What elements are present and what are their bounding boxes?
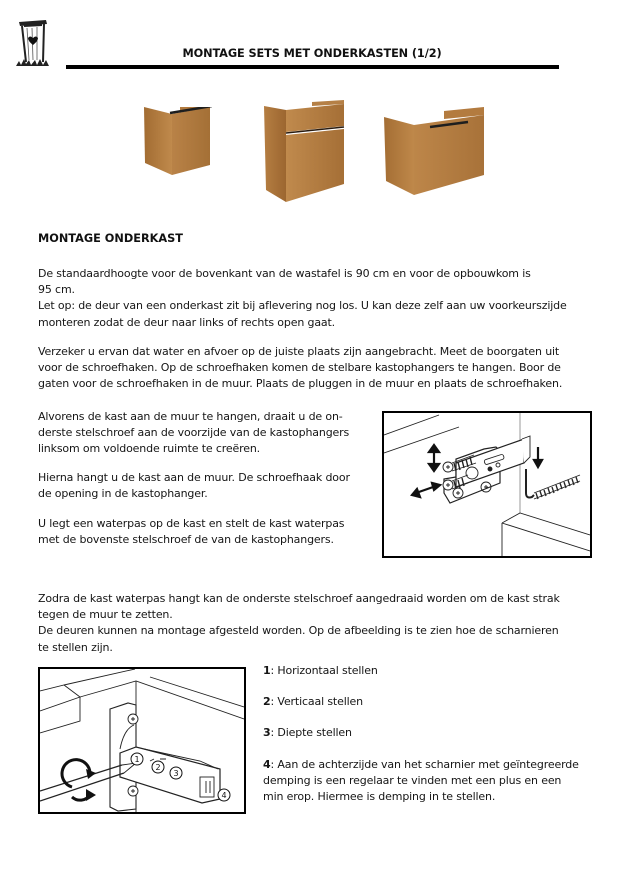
legend-item-horizontal: 1: Horizontaal stellen [263, 664, 378, 677]
text-line: voor de schroefhaken. Op de schroefhaken komen de stelbare kastophangers te hangen. Boor de [38, 361, 561, 375]
text-line: tegen de muur te zetten. [38, 608, 173, 622]
text-line: De deuren kunnen na montage afgesteld worden. Op de afbeelding is te zien hoe de scharnieren [38, 624, 559, 638]
small-cabinet-image [142, 107, 212, 187]
hinge-marker-label: 2 [155, 763, 161, 772]
paragraph-level [38, 516, 368, 548]
text-line: derste stelschroef aan de voorzijde van de kastophangers [38, 426, 350, 440]
hinge-marker-label: 3 [173, 769, 179, 778]
header-rule [66, 65, 559, 69]
product-images [0, 95, 636, 207]
legend-number: 1 [263, 664, 271, 677]
paragraph-tighten-and-adjust [38, 591, 598, 656]
text-line: Verzeker u ervan dat water en afvoer op de juiste plaats zijn aangebracht. Meet de boorgaten uit [38, 345, 560, 358]
legend-text: Horizontaal stellen [277, 664, 378, 677]
text-line: te stellen zijn. [38, 640, 113, 654]
text-line: Hierna hangt u de kast aan de muur. De schroefhaak door [38, 471, 350, 484]
hinge-marker-label: 4 [221, 791, 227, 800]
legend-item-depth: 3: Diepte stellen [263, 726, 352, 740]
legend-text: Diepte stellen [277, 726, 352, 740]
text-line: Zodra de kast waterpas hangt kan de onderste stelschroef aangedraaid worden om de kast strak [38, 592, 560, 605]
text-line: Let op: de deur van een onderkast zit bij aflevering nog los. U kan deze zelf aan uw voorkeurszijde [38, 299, 567, 313]
hinge-legend [263, 663, 613, 820]
legend-text: demping is een regelaar te vinden met een plus en een [263, 773, 562, 787]
page-title: MONTAGE SETS MET ONDERKASTEN (1/2) [182, 47, 442, 60]
paragraph-hang-cabinet [38, 470, 368, 502]
paragraph-before-hanging [38, 409, 368, 458]
paragraph-standard-height [38, 266, 598, 331]
text-line: met de bovenste stelschroef de van de kastophangers. [38, 533, 334, 547]
legend-number: 3 [263, 726, 271, 740]
text-line: de opening in de kastophanger. [38, 487, 208, 501]
wide-cabinet-image [382, 105, 486, 197]
legend-number: 4 [263, 757, 271, 771]
legend-item-vertical: 2: Verticaal stellen [263, 695, 363, 709]
legend-number: 2 [263, 695, 271, 709]
text-line: monteren zodat de deur naar links of rechts open gaat. [38, 315, 336, 329]
paragraph-drilling [38, 344, 598, 393]
section-title: MONTAGE ONDERKAST [38, 232, 183, 245]
legend-text: Verticaal stellen [277, 695, 363, 709]
cabinet-hanger-diagram [382, 411, 592, 558]
text-line: Alvorens de kast aan de muur te hangen, draait u de on- [38, 410, 343, 423]
legend-item-damping: 4: Aan de achterzijde van het scharnier met geïntegreerde demping is een regelaar te vinden met een plus en een min erop. Hiermee is demping in te stellen. [263, 757, 613, 806]
hinge-adjustment-diagram [38, 667, 246, 814]
text-line: De standaardhoogte voor de bovenkant van de wastafel is 90 cm en voor de opbouwkom is [38, 267, 531, 280]
text-line: linksom om voldoende ruimte te creëren. [38, 442, 261, 456]
text-line: U legt een waterpas op de kast en stelt de kast waterpas [38, 517, 345, 530]
text-line: 95 cm. [38, 283, 75, 297]
legend-text: min erop. Hiermee is demping in te stellen. [263, 790, 496, 804]
hinge-marker-label: 1 [134, 755, 140, 764]
outhouse-logo-icon [16, 18, 52, 70]
legend-text: Aan de achterzijde van het scharnier met geïntegreerde [277, 757, 579, 771]
text-line: gaten voor de schroefhaken in de muur. Plaats de pluggen in de muur en plaats de schroefhaken. [38, 377, 563, 391]
tall-cabinet-image [262, 98, 346, 204]
